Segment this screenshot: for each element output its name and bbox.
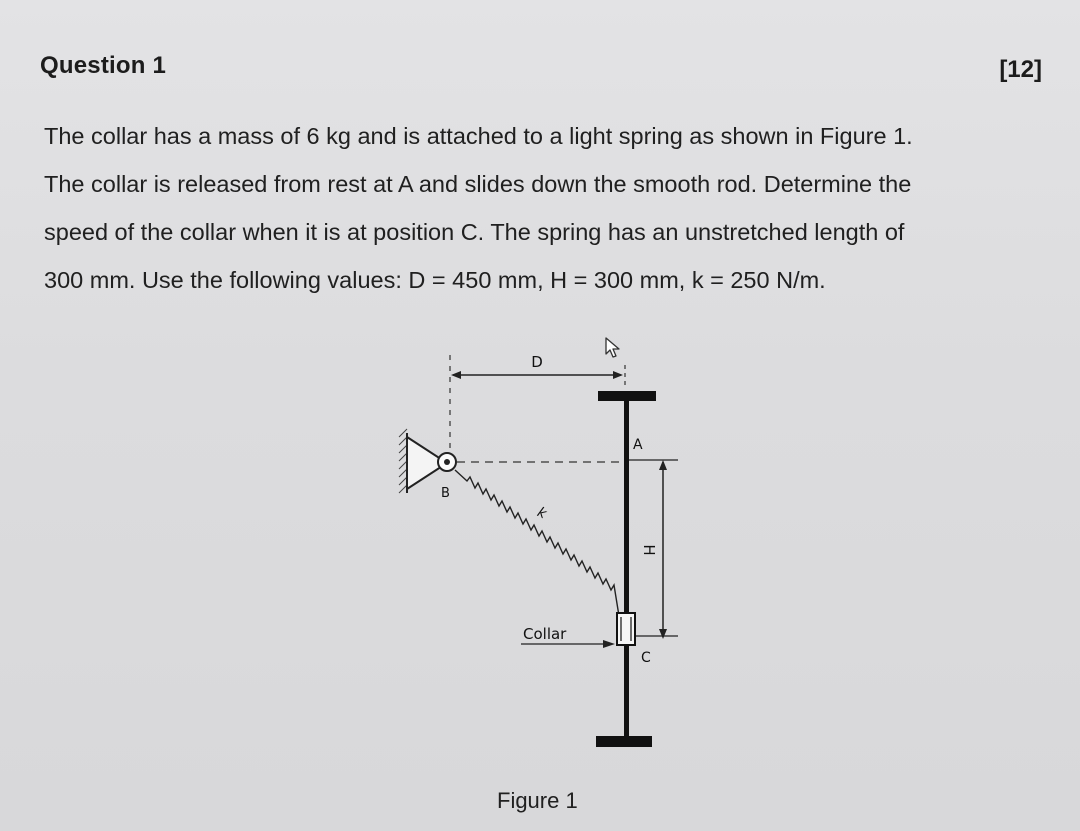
- problem-line: speed of the collar when it is at position C. The spring has an unstretched length of: [44, 219, 905, 245]
- mouse-pointer-icon: [604, 336, 624, 365]
- problem-line: 300 mm. Use the following values: D = 450 mm, H = 300 mm, k = 250 N/m.: [44, 267, 826, 293]
- problem-line: The collar has a mass of 6 kg and is attached to a light spring as shown in Figure 1.: [44, 123, 913, 149]
- dimension-h: [659, 460, 667, 639]
- figure-caption: Figure 1: [497, 788, 578, 813]
- label-d: D: [531, 353, 543, 371]
- label-h: H: [640, 544, 658, 556]
- label-c: C: [641, 650, 651, 666]
- problem-line: The collar is released from rest at A and slides down the smooth rod. Determine the: [44, 171, 912, 197]
- label-collar: Collar: [523, 625, 567, 643]
- question-marks: [12]: [999, 56, 1042, 83]
- figure-1-diagram: [395, 325, 695, 755]
- label-a: A: [633, 437, 643, 453]
- label-b: B: [441, 486, 450, 501]
- dimension-d: [451, 371, 623, 379]
- wall-support: [399, 429, 407, 493]
- smooth-rod: [596, 391, 656, 747]
- collar-arrow: [603, 640, 615, 648]
- collar-block: [617, 613, 635, 645]
- pin-support-b: [407, 437, 456, 489]
- label-k: k: [534, 504, 549, 523]
- spring: [455, 470, 619, 616]
- question-title: Question 1: [40, 52, 167, 79]
- problem-statement: [44, 112, 1054, 304]
